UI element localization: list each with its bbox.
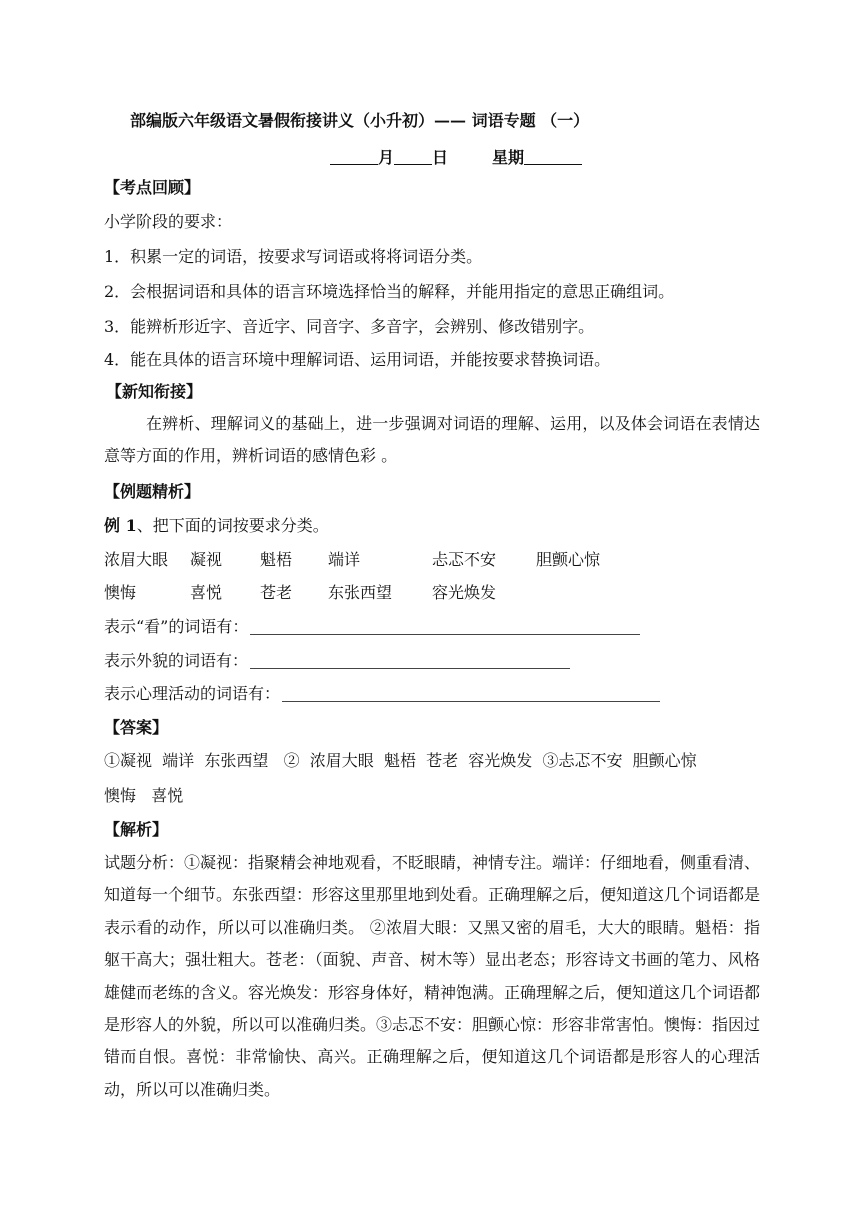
answer-blank xyxy=(250,620,640,635)
day-blank xyxy=(394,148,432,165)
analysis-paragraph: 试题分析：①凝视：指聚精会神地观看，不眨眼睛，神情专注。端详：仔细地看，侧重看清、知道每一个细节。东张西望：形容这里那里地到处看。正确理解之后，便知道这几个词语都是表示看的动作，所以可以准确归类。 ②浓眉大眼：又黑又密的眉毛，大大的眼睛。魁梧：指躯干高大；强壮粗大。苍老：（面貌、声音、树木等）显出老态；形容诗文书画的笔力、风格雄健而老练的含义。容光焕发：形容身体好，精神饱满。正确理解之后，便知道这几个词语都是形容人的外貌，所以可以准确归类。③忐忑不安：胆颤心惊：形容非常害怕。懊悔：指因过错而自恨。喜悦：非常愉快、高兴。正确理解之后，便知道这几个词语都是形容人的心理活动，所以可以准确归类。 xyxy=(104,853,761,1099)
question-appearance xyxy=(104,651,570,671)
day-label: 日 xyxy=(432,148,449,167)
document-title: 部编版六年级语文暑假衔接讲义（小升初）—— 词语专题 （一） xyxy=(130,111,590,130)
word-item: 魁梧 xyxy=(260,550,293,569)
example-1-prompt xyxy=(104,516,329,536)
examples-heading: 【例题精析】 xyxy=(104,482,201,501)
question-look-label: 表示“看”的词语有： xyxy=(104,617,249,636)
word-item: 凝视 xyxy=(190,550,223,569)
word-item: 懊悔 xyxy=(104,583,137,602)
answer-heading: 【答案】 xyxy=(104,718,169,737)
word-item: 容光焕发 xyxy=(432,583,497,602)
review-item: 1．积累一定的词语，按要求写词语或将将词语分类。 xyxy=(104,247,483,266)
weekday-label: 星期 xyxy=(492,148,525,167)
date-line xyxy=(330,145,582,168)
example-label: 例 1 xyxy=(104,516,137,535)
weekday-blank xyxy=(524,148,582,165)
month-label: 月 xyxy=(378,148,395,167)
word-item: 端详 xyxy=(328,550,361,569)
question-mind xyxy=(104,684,660,704)
month-blank xyxy=(330,148,378,165)
word-item: 忐忑不安 xyxy=(432,550,497,569)
review-heading: 【考点回顾】 xyxy=(104,178,201,197)
word-item: 苍老 xyxy=(260,583,293,602)
review-item: 2．会根据词语和具体的语言环境选择恰当的解释，并能用指定的意思正确组词。 xyxy=(104,282,675,301)
example-prompt-text: 、把下面的词按要求分类。 xyxy=(136,516,329,535)
review-item: 4．能在具体的语言环境中理解词语、运用词语，并能按要求替换词语。 xyxy=(104,350,611,369)
answer-line: 懊悔 喜悦 xyxy=(104,786,184,805)
analysis-heading: 【解析】 xyxy=(104,820,169,839)
review-intro: 小学阶段的要求： xyxy=(104,212,233,231)
word-item: 喜悦 xyxy=(190,583,223,602)
question-appearance-label: 表示外貌的词语有： xyxy=(104,651,249,670)
answer-line: ①凝视 端详 东张西望 ② 浓眉大眼 魁梧 苍老 容光焕发 ③忐忑不安 胆颤心惊 xyxy=(104,751,697,770)
new-knowledge-paragraph: 在辨析、理解词义的基础上，进一步强调对词语的理解、运用，以及体会词语在表情达意等方面的作用，辨析词语的感情色彩 。 xyxy=(104,414,760,466)
answer-blank xyxy=(282,687,660,702)
question-look xyxy=(104,617,640,637)
word-item: 东张西望 xyxy=(328,583,393,602)
question-mind-label: 表示心理活动的词语有： xyxy=(104,684,281,703)
new-knowledge-heading: 【新知衔接】 xyxy=(106,382,203,401)
answer-blank xyxy=(250,654,570,669)
word-item: 浓眉大眼 xyxy=(104,550,169,569)
review-item: 3．能辨析形近字、音近字、同音字、多音字，会辨别、修改错别字。 xyxy=(104,317,595,336)
word-item: 胆颤心惊 xyxy=(536,550,601,569)
